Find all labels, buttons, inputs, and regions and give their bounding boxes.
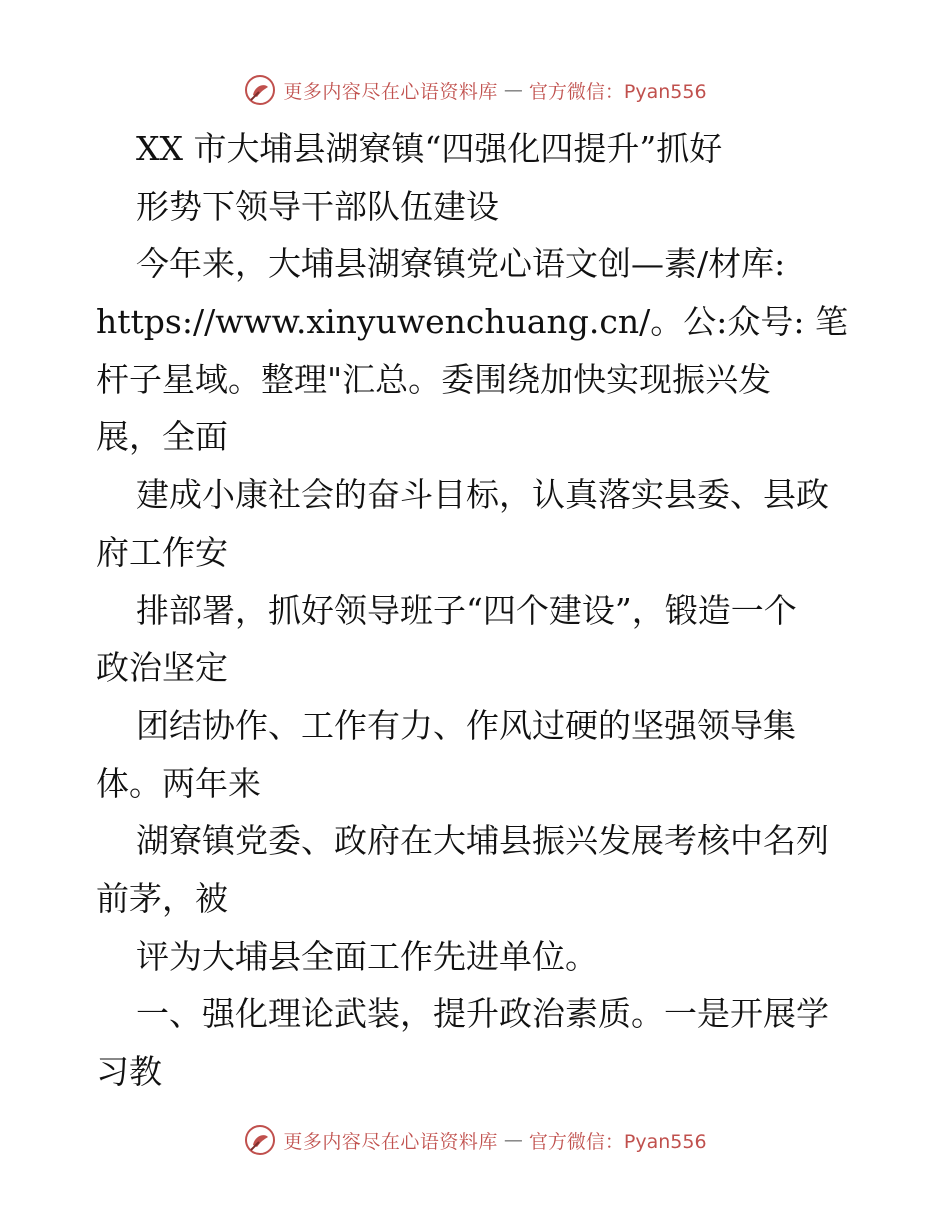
- watermark-text: 更多内容尽在心语资料库: [283, 80, 498, 103]
- footer-watermark: [0, 1120, 950, 1160]
- title-line-2: 形势下领导干部队伍建设: [136, 186, 499, 226]
- watermark-separator: —: [503, 1129, 523, 1151]
- paragraph-line: 习教: [96, 1052, 162, 1091]
- header-watermark: [0, 70, 950, 110]
- paragraph-line: 排部署，抓好领导班子“四个建设”，锻造一个: [136, 590, 797, 630]
- title-line-1: XX 市大埔县湖寮镇“四强化四提升”抓好: [136, 129, 723, 168]
- paragraph-line: https://www.xinyuwenchuang.cn/。公:众号: 笔: [96, 302, 848, 342]
- watermark-contact: 官方微信：Pyan556: [528, 80, 707, 103]
- watermark-contact: 官方微信：Pyan556: [528, 1130, 707, 1153]
- section-heading-line: 一、强化理论武装，提升政治素质。一是开展学: [136, 994, 829, 1034]
- paragraph-line: 展，全面: [96, 417, 228, 457]
- watermark-separator: —: [503, 79, 523, 101]
- rose-logo-icon: [243, 73, 277, 107]
- paragraph-line: 建成小康社会的奋斗目标，认真落实县委、县政: [136, 475, 829, 515]
- document-body: [96, 120, 866, 1101]
- paragraph-line: 湖寮镇党委、政府在大埔县振兴发展考核中名列: [136, 821, 829, 861]
- paragraph-line: 杆子星域。整理"汇总。委围绕加快实现振兴发: [96, 359, 772, 399]
- paragraph-line: 今年来，大埔县湖寮镇党心语文创—素/材库:: [136, 244, 786, 284]
- paragraph-line: 前茅，被: [96, 878, 228, 918]
- paragraph-line: 团结协作、工作有力、作风过硬的坚强领导集: [136, 705, 796, 745]
- paragraph-line: 府工作安: [96, 532, 228, 572]
- paragraph-line: 政治坚定: [96, 648, 228, 688]
- paragraph-line: 体。两年来: [96, 763, 261, 803]
- rose-logo-icon: [243, 1123, 277, 1157]
- watermark-text: 更多内容尽在心语资料库: [283, 1130, 498, 1153]
- paragraph-line: 评为大埔县全面工作先进单位。: [136, 936, 598, 976]
